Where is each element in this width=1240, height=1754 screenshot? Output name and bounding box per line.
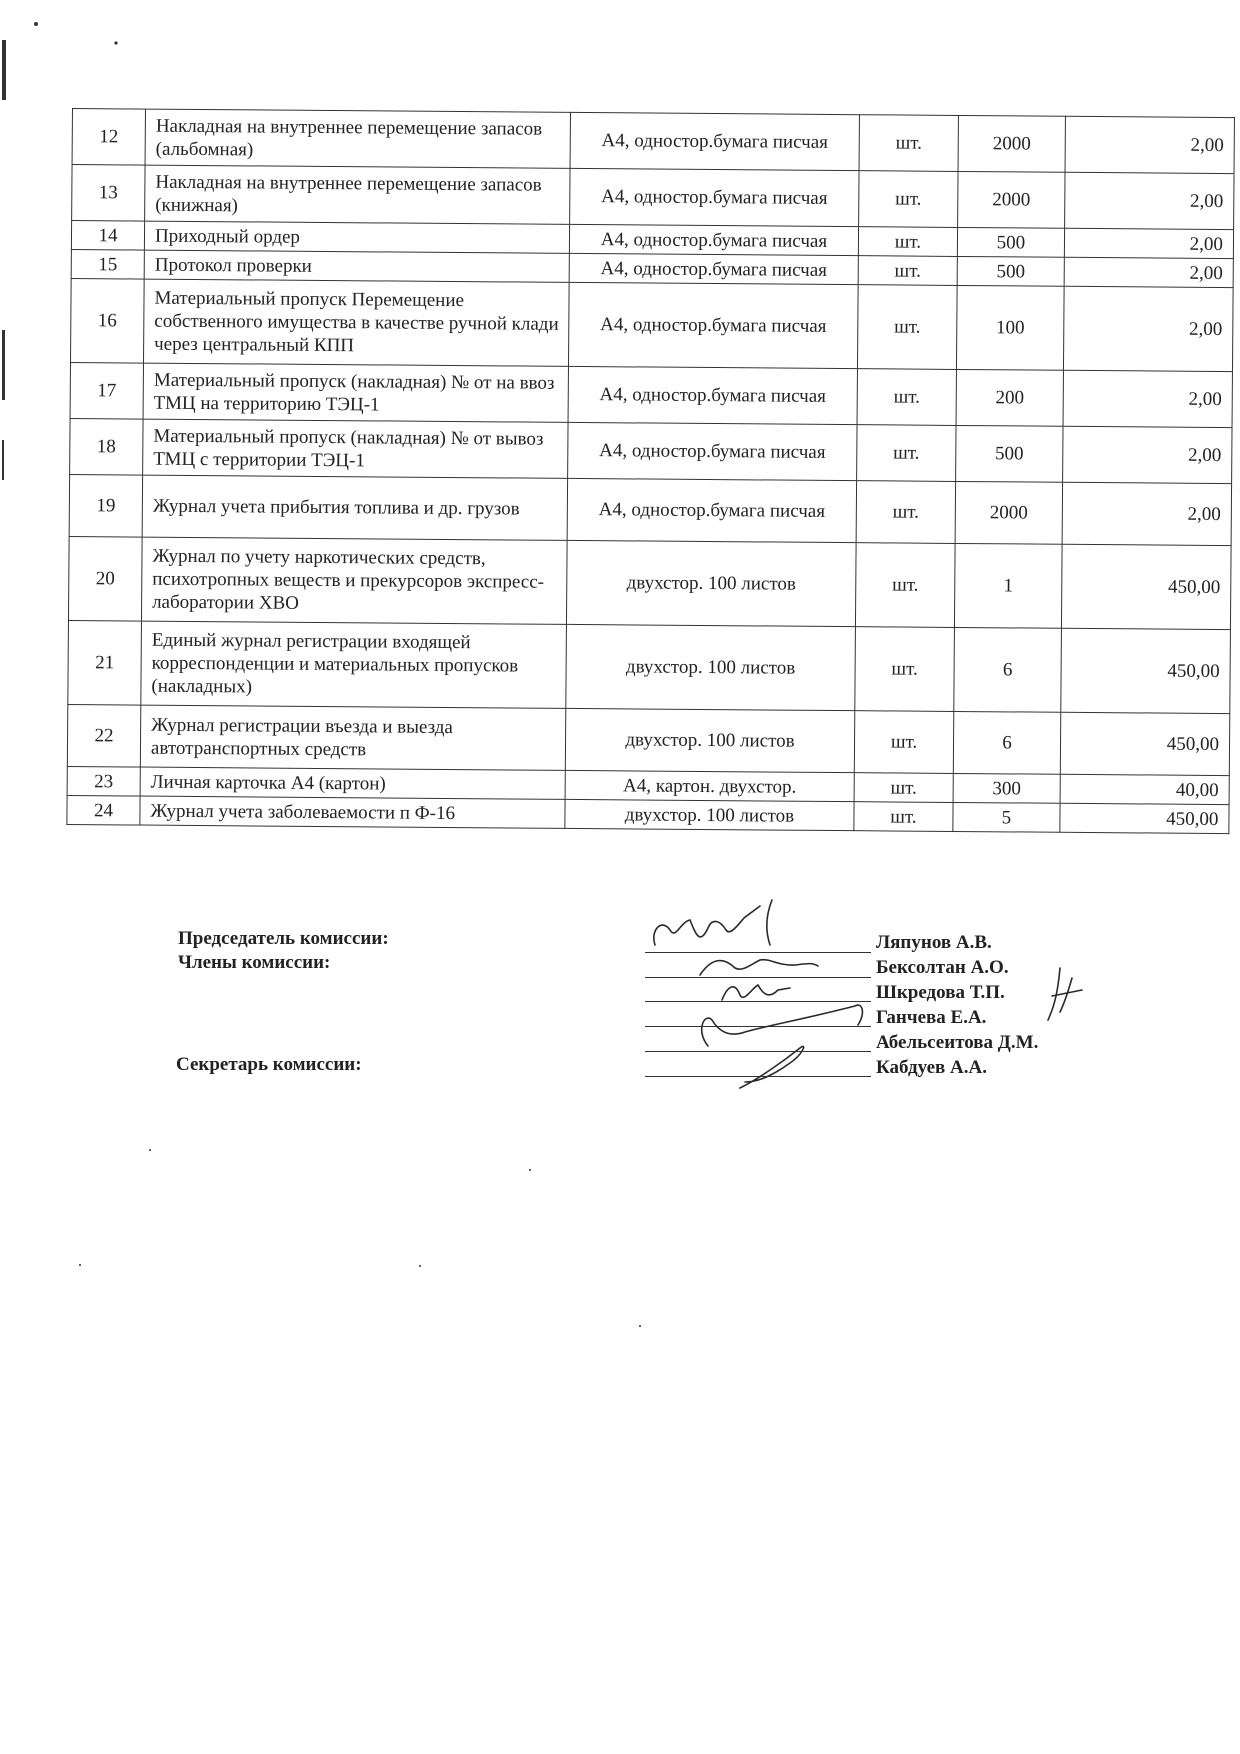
- row-name: Накладная на внутреннее перемещение запасов (книжная): [145, 165, 570, 224]
- row-format: двухстор. 100 листов: [566, 624, 856, 710]
- scan-edge-mark: [2, 330, 5, 400]
- row-unit: шт.: [859, 115, 958, 172]
- row-quantity: 200: [956, 369, 1063, 426]
- row-quantity: 5: [953, 802, 1060, 832]
- row-name: Материальный пропуск Перемещение собственного имущества в качестве ручной клади через центральный КПП: [143, 279, 569, 366]
- row-unit: шт.: [857, 369, 956, 426]
- row-price: 2,00: [1064, 257, 1233, 287]
- row-unit: шт.: [856, 481, 955, 544]
- row-name: Журнал учета заболеваемости п Ф-16: [140, 796, 565, 828]
- row-name: Протокол проверки: [144, 250, 569, 282]
- row-format: А4, картон. двухстор.: [565, 770, 854, 801]
- row-unit: шт.: [854, 711, 953, 774]
- row-quantity: 500: [957, 256, 1064, 286]
- row-name: Материальный пропуск (накладная) № от на ввоз ТМЦ на территорию ТЭЦ-1: [143, 363, 568, 422]
- scan-speck: [79, 1264, 81, 1266]
- row-name: Материальный пропуск (накладная) № от вывоз ТМЦ с территории ТЭЦ-1: [143, 419, 568, 478]
- row-format: А4, одностор.бумага писчая: [568, 422, 857, 480]
- member-name-lyapunov: Ляпунов А.В.: [876, 932, 992, 953]
- row-quantity: 500: [956, 425, 1063, 482]
- scan-edge-mark: [2, 440, 4, 480]
- row-name: Единый журнал регистрации входящей корреспонденции и материальных пропусков (накладных): [141, 621, 567, 708]
- row-number: 14: [71, 221, 144, 251]
- scan-speck: [639, 1325, 641, 1327]
- row-unit: шт.: [857, 285, 957, 370]
- scan-speck: [149, 1149, 151, 1151]
- row-number: 21: [68, 620, 142, 705]
- row-quantity: 100: [956, 285, 1064, 370]
- row-unit: шт.: [858, 256, 957, 286]
- row-name: Личная карточка А4 (картон): [140, 767, 565, 799]
- row-quantity: 300: [953, 773, 1060, 803]
- row-price: 450,00: [1061, 544, 1231, 629]
- row-number: 17: [70, 362, 143, 419]
- row-price: 450,00: [1060, 803, 1229, 833]
- row-number: 15: [71, 249, 144, 279]
- row-price: 2,00: [1065, 172, 1234, 229]
- row-number: 19: [69, 474, 142, 537]
- scan-speck: [419, 1265, 421, 1267]
- scan-speck: [34, 22, 38, 26]
- row-name: Журнал учета прибытия топлива и др. грузов: [142, 475, 567, 540]
- row-name: Приходный ордер: [144, 221, 569, 253]
- row-format: двухстор. 100 листов: [565, 799, 854, 830]
- row-format: двухстор. 100 листов: [566, 540, 856, 626]
- member-name-beksoltan: Бексолтан А.О.: [876, 957, 1009, 978]
- scan-edge-mark: [2, 40, 6, 100]
- row-quantity: 6: [954, 627, 1062, 712]
- row-price: 2,00: [1062, 482, 1231, 545]
- scan-speck: [114, 41, 117, 44]
- member-name-kabduev: Кабдуев А.А.: [876, 1057, 987, 1078]
- row-price: 2,00: [1065, 116, 1234, 173]
- row-format: А4, одностор.бумага писчая: [568, 366, 857, 424]
- members-label: Члены комиссии:: [178, 952, 331, 973]
- row-format: двухстор. 100 листов: [565, 708, 854, 772]
- row-quantity: 2000: [958, 171, 1065, 228]
- scan-speck: [529, 1169, 531, 1171]
- row-format: А4, одностор.бумага писчая: [567, 478, 856, 542]
- row-number: 13: [72, 165, 145, 222]
- row-price: 450,00: [1061, 628, 1231, 713]
- row-number: 12: [72, 109, 145, 166]
- row-format: А4, одностор.бумага писчая: [570, 112, 859, 170]
- row-number: 18: [70, 418, 143, 475]
- row-unit: шт.: [855, 543, 955, 628]
- chairman-label: Председатель комиссии:: [178, 928, 389, 949]
- row-format: А4, одностор.бумага писчая: [568, 282, 858, 368]
- row-format: А4, одностор.бумага писчая: [569, 224, 858, 255]
- row-unit: шт.: [855, 627, 955, 712]
- row-number: 24: [67, 795, 140, 825]
- row-price: 2,00: [1063, 370, 1232, 427]
- row-number: 23: [67, 766, 140, 796]
- row-format: А4, одностор.бумага писчая: [569, 253, 858, 284]
- row-unit: шт.: [859, 171, 958, 228]
- row-quantity: 1: [954, 543, 1062, 628]
- row-format: А4, одностор.бумага писчая: [570, 168, 859, 226]
- row-quantity: 2000: [958, 115, 1065, 172]
- row-unit: шт.: [854, 802, 953, 832]
- row-quantity: 6: [953, 711, 1060, 774]
- member-name-gancheva: Ганчева Е.А.: [876, 1007, 987, 1028]
- row-name: Журнал регистрации въезда и выезда автотранспортных средств: [140, 705, 565, 770]
- row-price: 2,00: [1063, 426, 1232, 483]
- row-number: 22: [67, 704, 140, 767]
- row-price: 450,00: [1060, 712, 1229, 775]
- row-quantity: 2000: [955, 481, 1062, 544]
- row-name: Журнал по учету наркотических средств, психотропных веществ и прекурсоров экспресс-лаборатории ХВО: [141, 537, 567, 624]
- row-price: 2,00: [1063, 286, 1233, 371]
- row-price: 2,00: [1064, 228, 1233, 258]
- row-unit: шт.: [854, 773, 953, 803]
- row-name: Накладная на внутреннее перемещение запасов (альбомная): [145, 109, 570, 168]
- row-number: 16: [71, 278, 145, 363]
- row-unit: шт.: [858, 227, 957, 257]
- row-price: 40,00: [1060, 774, 1229, 804]
- row-quantity: 500: [957, 227, 1064, 257]
- row-unit: шт.: [857, 425, 956, 482]
- member-name-abelseitova: Абельсеитова Д.М.: [876, 1032, 1039, 1053]
- row-number: 20: [68, 536, 142, 621]
- member-name-shkredova: Шкредова Т.П.: [876, 982, 1005, 1003]
- secretary-label: Секретарь комиссии:: [176, 1054, 362, 1075]
